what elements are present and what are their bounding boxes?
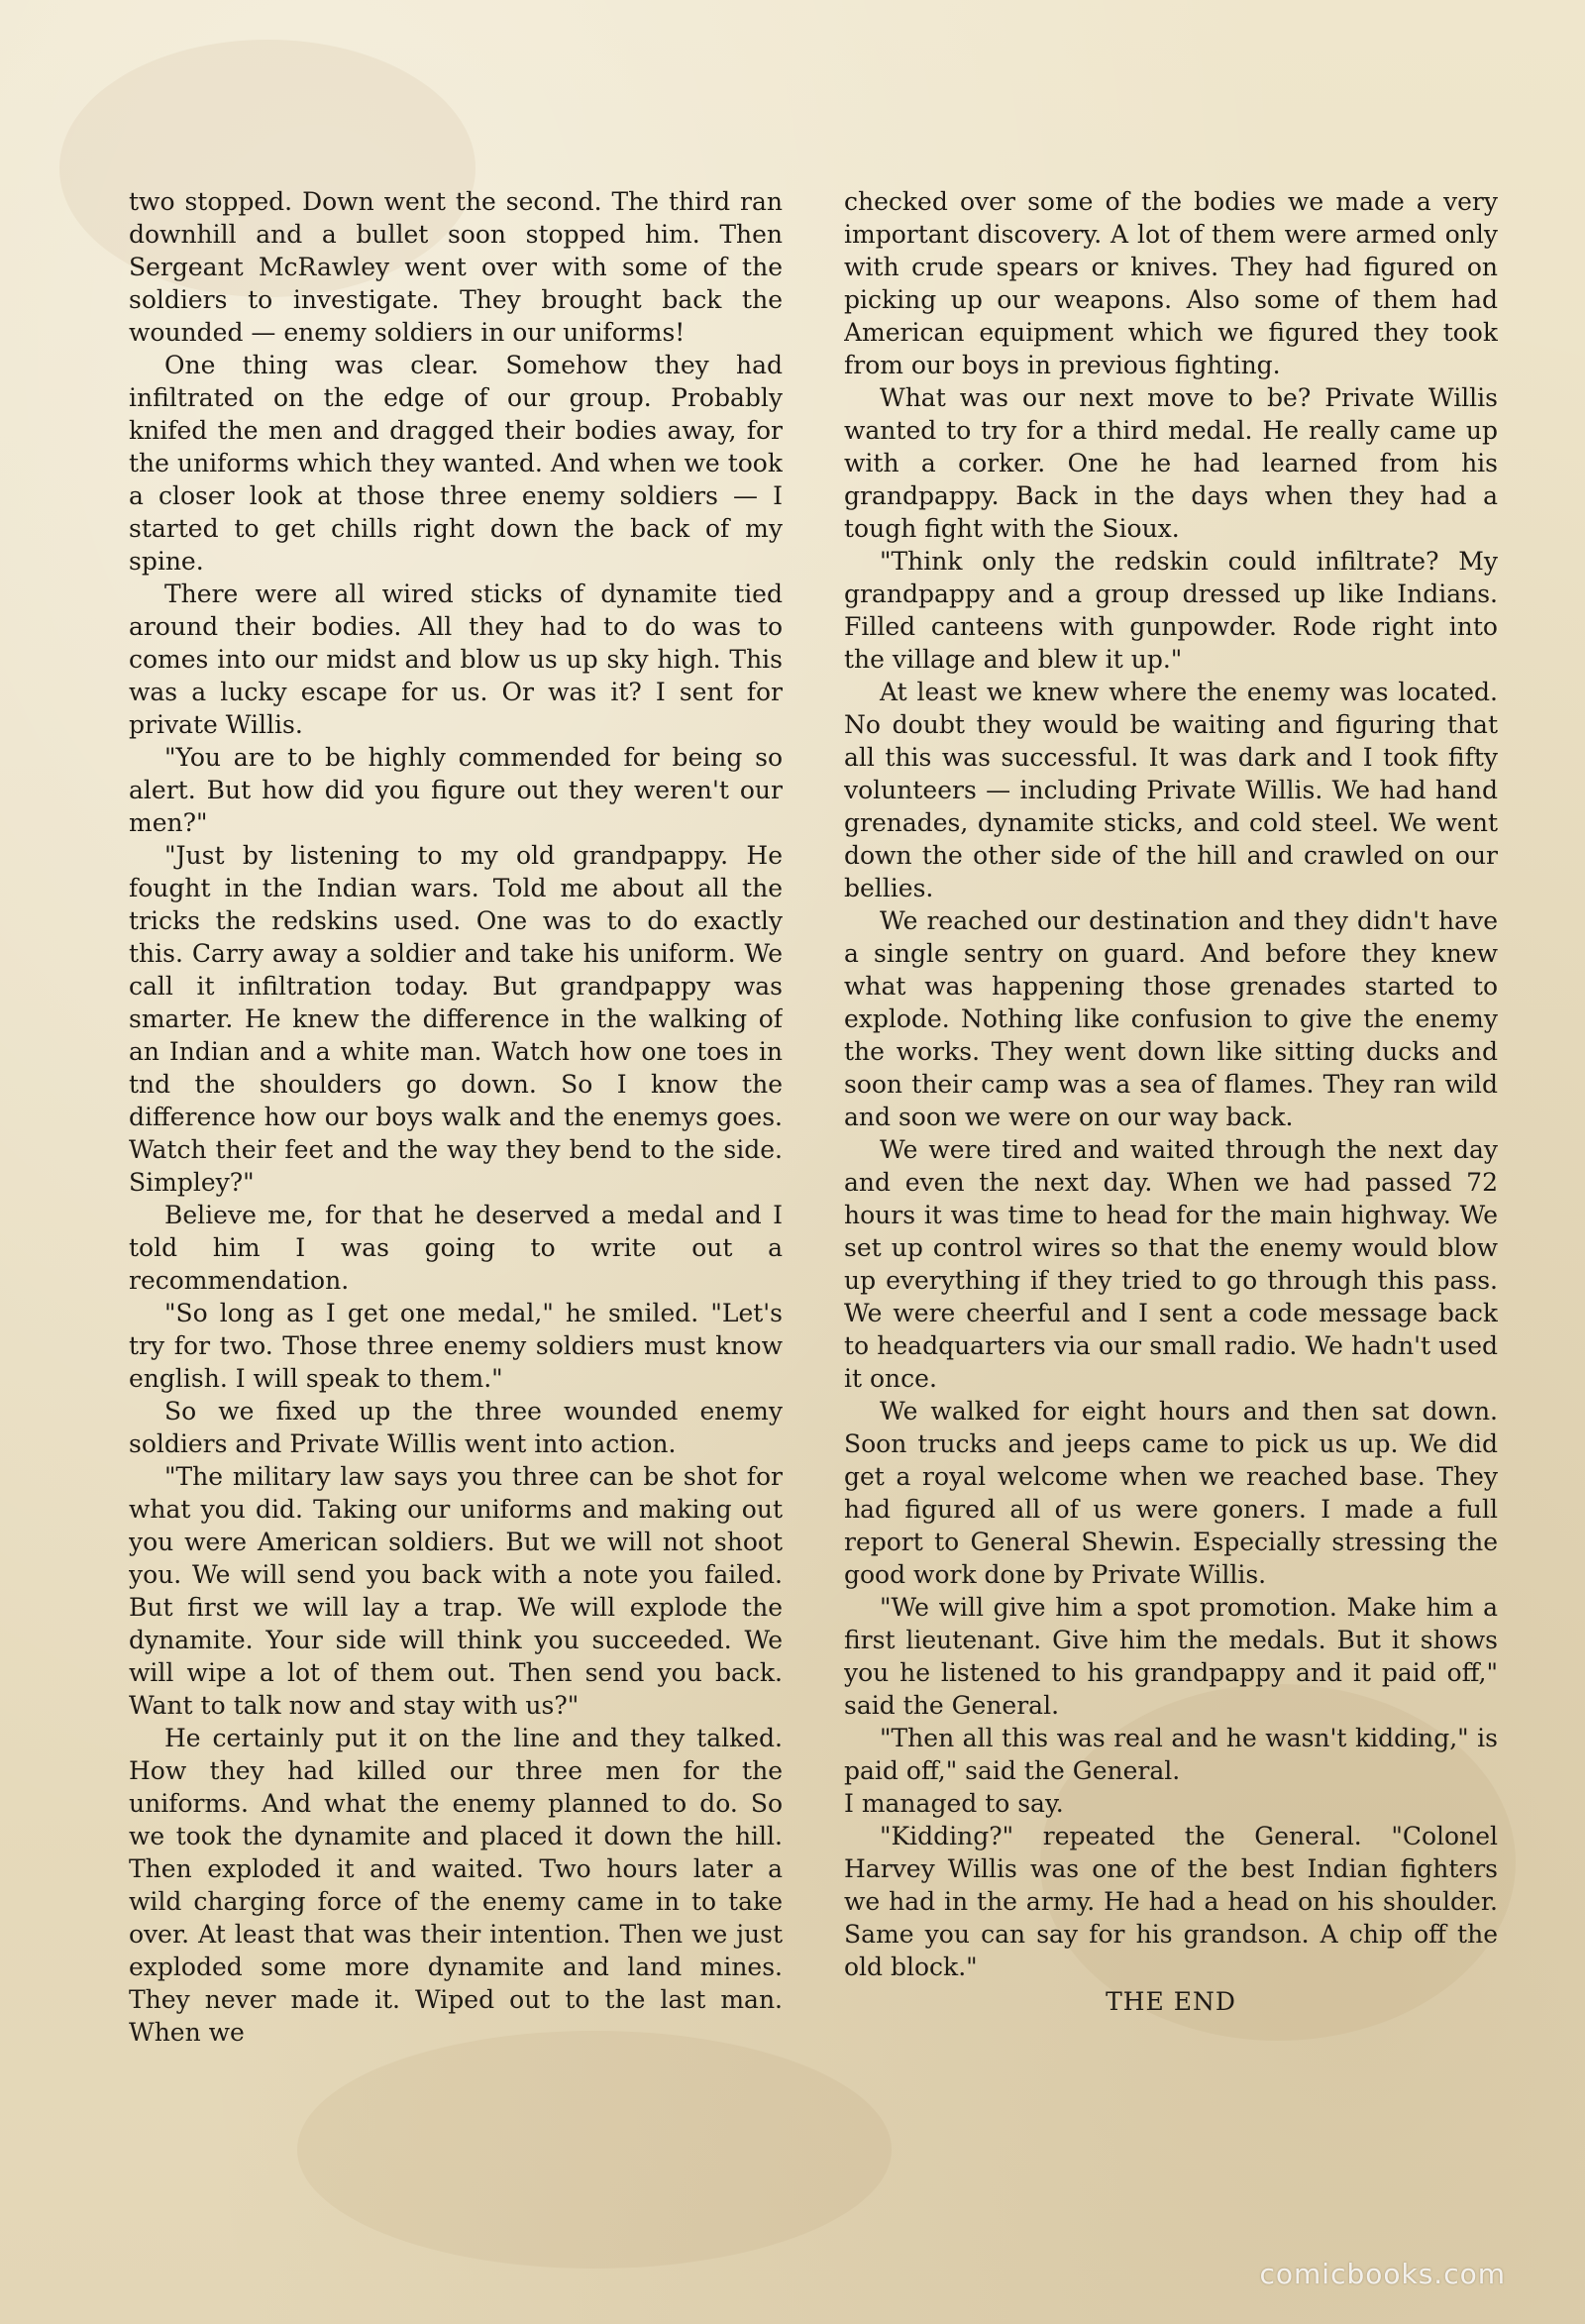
paragraph: "Then all this was real and he wasn't kidding," is paid off," said the General.: [844, 1724, 1498, 1785]
watermark: comicbooks.com: [1259, 2258, 1506, 2290]
paragraph: I managed to say.: [844, 1789, 1064, 1818]
paragraph: two stopped. Down went the second. The third ran downhill and a bullet soon stopped him. Then Sergeant McRawley went over with some of the soldiers to investigate. They brought back the wounded — enemy soldiers in our uniforms!: [129, 187, 783, 347]
paragraph: "Just by listening to my old grandpappy. He fought in the Indian wars. Told me about all the tricks the redskins used. One was to do exactly this. Carry away a soldier and take his uniform. We call it infiltration today. But grandpappy was smarter. He knew the difference in the walking of an Indian and a white man. Watch how one toes in tnd the shoulders go down. So I know the difference how our boys walk and the enemys goes. Watch their feet and the way they bend to the side. Simpley?": [129, 841, 783, 1197]
paragraph: "The military law says you three can be shot for what you did. Taking our uniforms and making out you were American soldiers. But we will not shoot you. We will send you back with a note you failed. But first we will lay a trap. We will explode the dynamite. Your side will think you succeeded. We will wipe a lot of them out. Then send you back. Want to talk now and stay with us?": [129, 1462, 783, 1720]
paragraph: There were all wired sticks of dynamite tied around their bodies. All they had to do was to comes into our midst and blow us up sky high. This was a lucky escape for us. Or was it? I sent for private Willis.: [129, 580, 783, 739]
text-column-right: [844, 185, 1498, 2127]
paragraph: One thing was clear. Somehow they had infiltrated on the edge of our group. Probably knifed the men and dragged their bodies away, for the uniforms which they wanted. And when we took a closer look at those three enemy soldiers — I started to get chills right down the back of my spine.: [129, 351, 783, 576]
paragraph: "Kidding?" repeated the General. "Colonel Harvey Willis was one of the best Indian fighters we had in the army. He had a head on his shoulder. Same you can say for his grandson. A chip off the old block.": [844, 1822, 1498, 1981]
paragraph: At least we knew where the enemy was located. No doubt they would be waiting and figuring that all this was successful. It was dark and I took fifty volunteers — including Private Willis. We had hand grenades, dynamite sticks, and cold steel. We went down the other side of the hill and crawled on our bellies.: [844, 678, 1498, 902]
paragraph: "Think only the redskin could infiltrate? My grandpappy and a group dressed up like Indians. Filled canteens with gunpowder. Rode right into the village and blew it up.": [844, 547, 1498, 674]
paragraph: Believe me, for that he deserved a medal and I told him I was going to write out a recommendation.: [129, 1201, 783, 1295]
paragraph: We were tired and waited through the next day and even the next day. When we had passed 72 hours it was time to head for the main highway. We set up control wires so that the enemy would blow up everything if they tried to go through this pass. We were cheerful and I sent a code message back to headquarters via our small radio. We hadn't used it once.: [844, 1135, 1498, 1393]
paragraph: "So long as I get one medal," he smiled. "Let's try for two. Those three enemy soldiers must know english. I will speak to them.": [129, 1299, 783, 1393]
paragraph: So we fixed up the three wounded enemy soldiers and Private Willis went into action.: [129, 1397, 783, 1458]
paragraph: He certainly put it on the line and they talked. How they had killed our three men for the uniforms. And what the enemy planned to do. So we took the dynamite and placed it down the hill. Then exploded it and waited. Two hours later a wild charging force of the enemy came in to take over. At least that was their intention. Then we just exploded some more dynamite and land mines. They never made it. Wiped out to the last man. When we: [129, 1724, 783, 2047]
the-end-label: THE END: [1106, 1987, 1236, 2016]
paragraph: "You are to be highly commended for being so alert. But how did you figure out they weren't our men?": [129, 743, 783, 837]
paragraph: What was our next move to be? Private Willis wanted to try for a third medal. He really came up with a corker. One he had learned from his grandpappy. Back in the days when they had a tough fight with the Sioux.: [844, 383, 1498, 543]
paragraph: checked over some of the bodies we made a very important discovery. A lot of them were armed only with crude spears or knives. They had figured on picking up our weapons. Also some of them had American equipment which we figured they took from our boys in previous fighting.: [844, 187, 1498, 379]
paragraph: We walked for eight hours and then sat down. Soon trucks and jeeps came to pick us up. We did get a royal welcome when we reached base. They had figured all of us were goners. I made a full report to General Shewin. Especially stressing the good work done by Private Willis.: [844, 1397, 1498, 1589]
paragraph: "We will give him a spot promotion. Make him a first lieutenant. Give him the medals. But it shows you he listened to his grandpappy and it paid off," said the General.: [844, 1593, 1498, 1720]
text-column-left: [129, 185, 783, 2127]
paragraph: We reached our destination and they didn't have a single sentry on guard. And before they knew what was happening those grenades started to explode. Nothing like confusion to give the enemy the works. They went down like sitting ducks and soon their camp was a sea of flames. They ran wild and soon we were on our way back.: [844, 906, 1498, 1131]
